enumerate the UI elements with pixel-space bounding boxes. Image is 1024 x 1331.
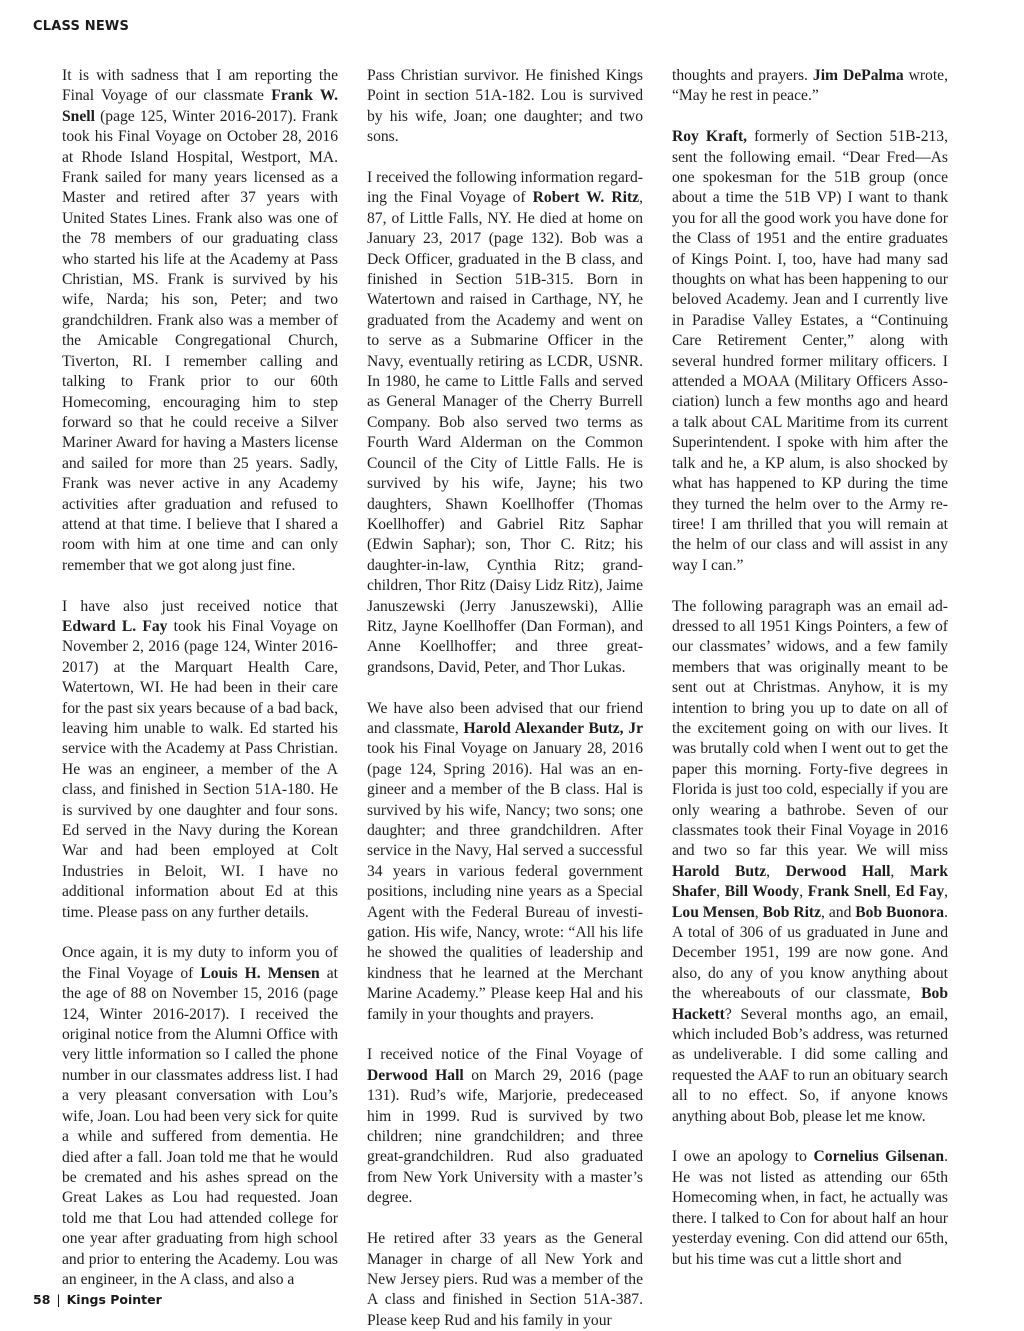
paragraph-cornelius-gilsenan: I owe an apology to Cornelius Gilsenan. He was not listed as attending our 65th Homecoming when, in fact, he actually was there. I talked to Con for about half an hour yesterday evening. Con did attend our 65th, but his time was cut a little short and bbox=[672, 1148, 948, 1268]
paragraph-robert-ritz: I received the following information regarding the Final Voyage of Robert W. Ritz, 87, of Little Falls, NY. He died at home on January 23, 2017 (page 132). Bob was a Deck Officer, graduated in the B class, and finished in Section 51B-315. Born in Watertown and raised in Carthage, NY, he graduated from the Academy and went on to serve as a Submarine Officer in the Navy, eventually retiring as LCDR, USNR. In 1980, he came to Little Falls and served as General Manager of the Cherry Burrell Company. Bob also served two terms as Fourth Ward Alderman on the Common Council of the City of Little Falls. He is survived by his wife, Jayne; his two daughters, Shawn Koellhoffer (Thomas Koellhoffer) and Gabriel Ritz Saphar (Edwin Saphar); son, Thor C. Ritz; his daughter-in-law, Cynthia Ritz; grandchildren, Thor Ritz (Daisy Lidz Ritz), Jaime Januszewski (Jerry Januszewski), Allie Ritz, Jayne Koellhoffer (Dan Forman), and Anne Koellhoffer; and three great-grandsons, David, Peter, and Thor Lukas. bbox=[367, 169, 643, 676]
paragraph-jim-depalma: thoughts and prayers. Jim DePalma wrote, “May he rest in peace.” bbox=[672, 67, 948, 105]
page-number: 58 bbox=[33, 1292, 51, 1307]
classmate-name: Edward L. Fay bbox=[62, 617, 168, 635]
page-footer bbox=[33, 1292, 162, 1307]
paragraph-rud-retired: He retired after 33 years as the General Manager in charge of all New York and New Jersey piers. Rud was a member of the A class and finished in Section 51A-387. Please keep Rud and his family in your bbox=[367, 1230, 643, 1329]
footer-separator: | bbox=[56, 1292, 61, 1307]
classmate-name: Frank W. Snell bbox=[62, 87, 338, 125]
column-1 bbox=[62, 66, 338, 1290]
classmate-name: Bob Ritz bbox=[762, 903, 822, 921]
classmate-name: Jim DePalma bbox=[812, 67, 904, 84]
classmate-name: Cornelius Gilsenan bbox=[813, 1148, 945, 1166]
paragraph-frank-snell: It is with sadness that I am reporting the Final Voyage of our classmate Frank W. Snell (page 125, Winter 2016-2017). Frank took his Final Voyage on October 28, 2016 at Rhode Island Hospital, Westport, MA. Frank sailed for many years licensed as a Master and retired after 37 years with United States Lines. Frank also was one of the 78 members of our graduating class who started his life at the Academy at Pass Christian, MS. Frank is survived by his wife, Narda; his son, Peter; and two grandchildren. Frank also was a member of the Amicable Congregational Church, Tiverton, RI. I remember calling and talking to Frank prior to our 60th Homecoming, encouraging him to step forward so that he could receive a Silver Mariner Award for having a Masters license and sailed for more than 25 years. Sadly, Frank was never active in any Academy activities after graduation and refused to attend at that time. I believe that I shared a room with him at one time and can only remember that we got along just fine. bbox=[62, 67, 338, 574]
paragraph-edward-fay: I have also just received notice that Edward L. Fay took his Final Voyage on November 2, 2016 (page 124, Winter 2016-2017) at the Marquart Health Care, Watertown, WI. He had been in their care for the past six years because of a bad back, leaving him unable to walk. Ed started his service with the Academy at Pass Christian. He was an engineer, a member of the A class, and finished in Section 51A-180. He is survived by one daughter and four sons. Ed served in the Navy during the Korean War and had been employed at Colt Industries in Beloit, WI. I have no additional information about Ed at this time. Please pass on any further details. bbox=[62, 597, 338, 921]
classmate-name: Mark Shafer bbox=[672, 862, 949, 901]
section-header: CLASS NEWS bbox=[33, 19, 130, 34]
paragraph-derwood-hall: I received notice of the Final Voyage of Derwood Hall on March 29, 2016 (page 131). Rud’s wife, Marjorie, predeceased him in 1999. Rud is survived by two children; nine grandchildren; and three great-grandchildren. Rud also graduated from New York University with a master’s degree. bbox=[367, 1046, 644, 1207]
classmate-name: Bob Buonora bbox=[855, 903, 945, 921]
classmate-name: Robert W. Ritz bbox=[532, 189, 640, 207]
paragraph-roy-kraft: Roy Kraft, formerly of Section 51B-213, sent the following email. “Dear Fred—As one spokesman for the 51B group (once about a time the 51B VP) I want to thank you for all the good work you have done for the Class of 1951 and the entire graduates of Kings Point. I, too, have had many sad thoughts on what has been happening to our beloved Academy. Jean and I currently live in Paradise Valley Estates, a “Continuing Care Retirement Center,” along with several hundred former military officers. I attended a MOAA (Military Officers Association) lunch a few months ago and heard a talk about CAL Maritime from its current Superintendent. I spoke with him after the talk and he, a KP alum, is also shocked by what has happened to KP during the time they turned the helm over to the Army retiree! I am thrilled that you will remain at the helm of our class and will assist in any way I can.” bbox=[672, 128, 948, 574]
classmate-name: Roy Kraft, bbox=[672, 128, 748, 146]
publication-name: Kings Pointer bbox=[66, 1292, 162, 1307]
column-3 bbox=[672, 66, 948, 1270]
paragraph-christmas-email: The following paragraph was an email addressed to all 1951 Kings Pointers, a few of our classmates’ widows, and a few family members that was originally meant to be sent out at Christmas. Anyhow, it is my intention to bring you up to date on all of the excitement going on with our lives. It was brutally cold when I went out to get the paper this morning. Forty-five degrees in Florida is just too cold, especially if you are only wearing a bathrobe. Seven of our classmates took their Final Voyage in 2016 and two so far this year. We will miss Harold Butz, Derwood Hall, Mark Shafer, Bill Woody, Frank Snell, Ed Fay, Lou Mensen, Bob Ritz, and Bob Buonora. A total of 306 of us graduated in June and December 1951, 199 are now gone. And also, do any of you know anything about the whereabouts of our classmate, Bob Hackett? Several months ago, an email, which included Bob’s address, was returned as undeliverable. I did some calling and requested the AAF to run an obituary search all to no effect. So, if anyone knows anything about Bob, please let me know. bbox=[672, 597, 949, 1125]
classmate-name: Bob Hackett bbox=[672, 985, 948, 1023]
classmate-name: Harold Butz bbox=[672, 862, 767, 880]
classmate-name: Lou Mensen bbox=[672, 903, 755, 921]
classmate-name: Louis H. Mensen bbox=[200, 964, 320, 982]
classmate-name: Harold Alexander Butz, Jr bbox=[463, 719, 643, 737]
classmate-name: Derwood Hall bbox=[785, 862, 891, 880]
classmate-name: Bill Woody bbox=[724, 883, 800, 901]
classmate-name: Ed Fay bbox=[895, 883, 945, 901]
paragraph-mensen-continued: Pass Christian survivor. He finished Kings Point in section 51A-182. Lou is survived by his wife, Joan; one daughter; and two sons. bbox=[367, 67, 643, 146]
paragraph-harold-butz: We have also been advised that our friend and classmate, Harold Alexander Butz, Jr took his Final Voyage on January 28, 2016 (page 124, Spring 2016). Hal was an engineer and a member of the B class. Hal is survived by his wife, Nancy; two sons; one daughter; and three grandchildren. After service in the Navy, Hal served a successful 34 years in various federal government positions, including nine years as a Special Agent with the Federal Bureau of investigation. His wife, Nancy, wrote: “All his life he showed the qualities of leadership and kindness that he learned at the Merchant Marine Academy.” Please keep Hal and his family in your thoughts and prayers. bbox=[367, 699, 643, 1023]
column-2 bbox=[367, 66, 643, 1331]
paragraph-louis-mensen: Once again, it is my duty to inform you of the Final Voyage of Louis H. Mensen at the age of 88 on November 15, 2016 (page 124, Winter 2016-2017). I received the original notice from the Alumni Office with very little information so I called the phone number in our classmates address list. I had a very pleasant conversation with Lou’s wife, Joan. Lou had been very sick for quite a while and suffered from dementia. He died after a fall. Joan told me that he would be cremated and his ashes spread on the Great Lakes as Lou had requested. Joan told me that Lou had attended college for one year after graduating from high school and prior to entering the Academy. Lou was an engineer, in the A class, and also a bbox=[62, 944, 338, 1288]
classmate-name: Derwood Hall bbox=[367, 1066, 464, 1084]
classmate-name: Frank Snell bbox=[807, 883, 887, 901]
